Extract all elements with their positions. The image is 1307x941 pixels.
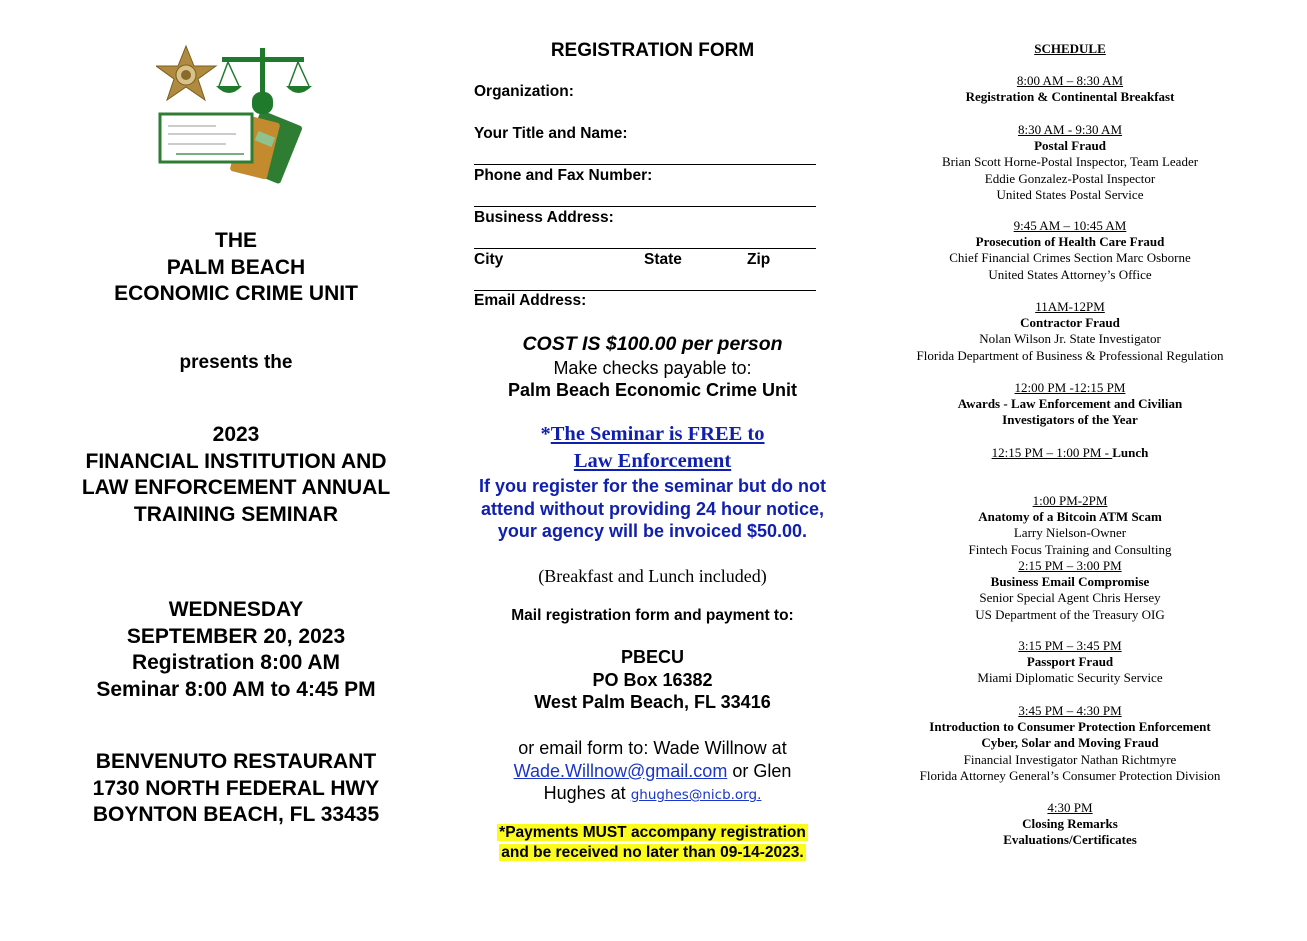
schedule-slot: 9:45 AM – 10:45 AM Prosecution of Health Care Fraud Chief Financial Crimes Section Marc Osborne United States Attorney’s Office [949, 218, 1191, 282]
payee-name: Palm Beach Economic Crime Unit [507, 380, 798, 400]
schedule-slot: 1:00 PM-2PM Anatomy of a Bitcoin ATM Scam Larry Nielson-Owner Fintech Focus Training and Consulting [968, 493, 1172, 557]
state-label: State [644, 251, 682, 268]
payable-to-text: Make checks payable to: [553, 358, 752, 378]
schedule-slot: 2:15 PM – 3:00 PM Business Email Compromise Senior Special Agent Chris Hersey US Department of the Treasury OIG [975, 558, 1165, 622]
city-label: City [474, 251, 504, 268]
schedule-slot: 11AM-12PM Contractor Fraud Nolan Wilson Jr. State Investigator Florida Department of Business & Professional Regulation [916, 299, 1224, 363]
presents-text: presents the [179, 352, 293, 373]
schedule-slot: 4:30 PM Closing Remarks Evaluations/Certificates [1003, 800, 1137, 848]
email-address-label: Email Address: [474, 292, 587, 309]
meals-included-note: (Breakfast and Lunch included) [538, 566, 767, 586]
glen-email-link[interactable]: ghughes@nicb.org. [630, 787, 762, 803]
phone-fax-label: Phone and Fax Number: [474, 167, 653, 184]
wade-email-link[interactable]: Wade.Willnow@gmail.com [513, 760, 728, 781]
city-state-zip-field[interactable] [474, 290, 816, 291]
no-show-warning: If you register for the seminar but do not attend without providing 24 hour notice, your agency will be invoiced $50.00. [478, 476, 827, 541]
sheriff-star-scales-check-icon [156, 44, 316, 184]
zip-label: Zip [747, 251, 771, 268]
payment-deadline-note: *Payments MUST accompany registration and be received no later than 09-14-2023. [499, 824, 806, 861]
mail-to-label: Mail registration form and payment to: [511, 607, 794, 624]
title-name-label: Your Title and Name: [474, 125, 628, 142]
venue-address: BENVENUTO RESTAURANT 1730 NORTH FEDERAL HWY BOYNTON BEACH, FL 33435 [92, 750, 380, 826]
business-address-label: Business Address: [474, 209, 614, 226]
event-date-time: WEDNESDAY SEPTEMBER 20, 2023 Registration 8:00 AM Seminar 8:00 AM to 4:45 PM [96, 598, 376, 701]
title-name-field[interactable] [474, 164, 816, 165]
business-address-field[interactable] [474, 248, 816, 249]
organization-label: Organization: [474, 83, 574, 100]
schedule-slot: 12:15 PM – 1:00 PM - Lunch [991, 445, 1149, 460]
schedule-slot: 3:45 PM – 4:30 PM Introduction to Consumer Protection Enforcement Cyber, Solar and Moving Fraud Financial Investigator Nathan Richtmyre Florida Attorney General’s Consumer Protection Division [919, 703, 1221, 783]
event-title: 2023 FINANCIAL INSTITUTION AND LAW ENFORCEMENT ANNUAL TRAINING SEMINAR [81, 423, 391, 526]
form-title: REGISTRATION FORM [550, 40, 755, 61]
schedule-slot: 12:00 PM -12:15 PM Awards - Law Enforcement and Civilian Investigators of the Year [957, 380, 1183, 428]
phone-fax-field[interactable] [474, 206, 816, 207]
schedule-slot: 3:15 PM – 3:45 PM Passport Fraud Miami Diplomatic Security Service [977, 638, 1163, 686]
schedule-slot: 8:30 AM - 9:30 AM Postal Fraud Brian Scott Horne-Postal Inspector, Team Leader Eddie Gonzalez-Postal Inspector United States Postal Service [941, 122, 1199, 202]
organization-name: THE PALM BEACH ECONOMIC CRIME UNIT [114, 229, 358, 305]
cost-text: COST IS $100.00 per person [522, 333, 783, 355]
free-for-law-enforcement: *The Seminar is FREE to Law Enforcement [540, 423, 765, 472]
schedule-slot: 8:00 AM – 8:30 AM Registration & Continental Breakfast [965, 73, 1175, 105]
email-instructions: or email form to: Wade Willnow at Wade.Willnow@gmail.com or Glen Hughes at ghughes@nicb.org. [513, 738, 792, 803]
mailing-address: PBECU PO Box 16382 West Palm Beach, FL 33416 [534, 647, 771, 712]
schedule-heading: SCHEDULE [1034, 41, 1106, 56]
